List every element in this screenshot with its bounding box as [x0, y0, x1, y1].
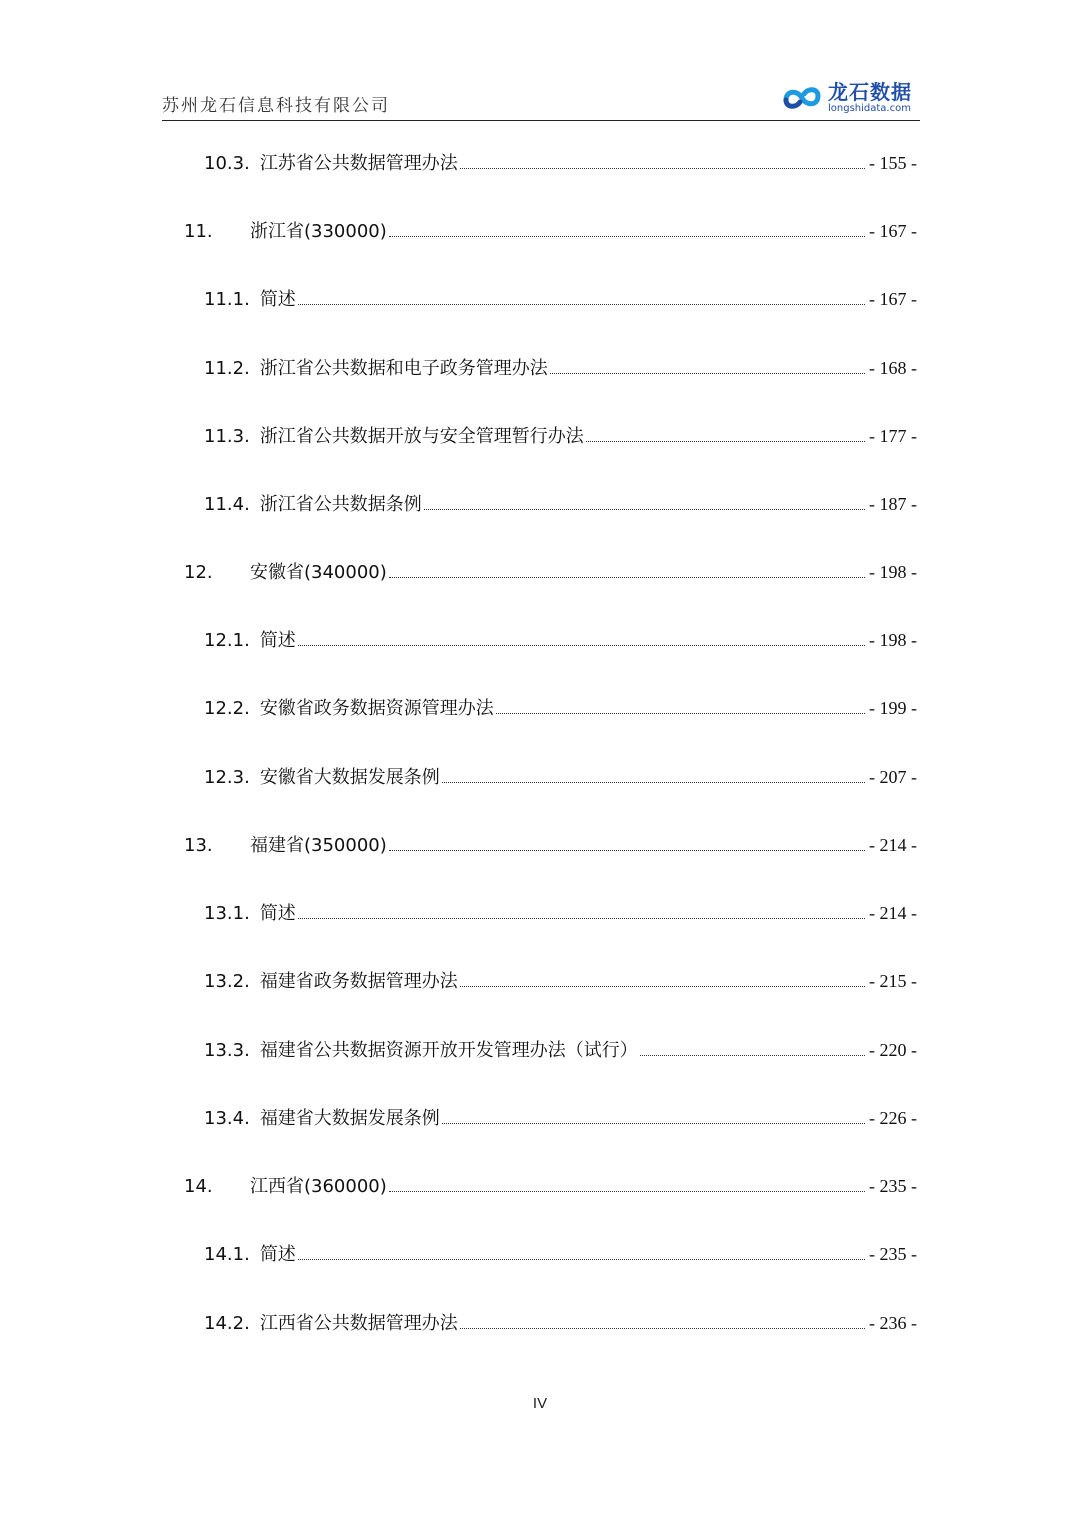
toc-entry-number: 10.3. [204, 153, 250, 174]
toc-entry-title: 简述 [259, 903, 296, 924]
toc-entry[interactable] [204, 1036, 917, 1064]
toc-entry[interactable] [204, 354, 917, 382]
dot-leader [586, 440, 865, 442]
dot-leader [389, 235, 865, 237]
toc-entry-number: 12. [184, 562, 213, 583]
dot-leader [550, 372, 865, 374]
toc-entry-page: - 198 - [869, 630, 917, 650]
toc-entry-page: - 199 - [869, 698, 917, 718]
toc-entry-title: 安徽省大数据发展条例 [259, 767, 440, 788]
toc-entry-title: 简述 [259, 630, 296, 651]
toc-entry-title: 福建省公共数据资源开放开发管理办法（试行） [259, 1040, 638, 1061]
dot-leader [389, 849, 865, 851]
toc-entry-page: - 214 - [869, 835, 917, 855]
toc-entry-page: - 168 - [869, 358, 917, 378]
toc-entry-number: 13.2. [204, 971, 250, 992]
toc-entry-page: - 236 - [869, 1313, 917, 1333]
toc-entry-page: - 187 - [869, 494, 917, 514]
toc-entry-number: 13. [184, 835, 213, 856]
toc-entry-page: - 198 - [869, 562, 917, 582]
dot-leader [496, 712, 865, 714]
dot-leader [298, 644, 865, 646]
dot-leader [442, 1122, 865, 1124]
toc-entry-number: 13.4. [204, 1108, 250, 1129]
toc-entry-page: - 226 - [869, 1108, 917, 1128]
dot-leader [389, 1190, 865, 1192]
toc-entry-number: 14.2. [204, 1313, 250, 1334]
toc-entry[interactable] [184, 217, 917, 245]
dot-leader [424, 508, 865, 510]
toc-entry-title: 简述 [259, 289, 296, 310]
toc-entry-page: - 214 - [869, 903, 917, 923]
toc-entry[interactable] [184, 831, 917, 859]
toc-entry-title: 江苏省公共数据管理办法 [259, 153, 458, 174]
toc-entry-title: 浙江省公共数据开放与安全管理暂行办法 [259, 426, 584, 447]
toc-entry[interactable] [204, 285, 917, 313]
toc-entry-number: 11.1. [204, 289, 250, 310]
toc-entry[interactable] [204, 149, 917, 177]
dot-leader [298, 303, 865, 305]
page-number-footer: IV [532, 1395, 548, 1412]
toc-entry-title: 安徽省(340000) [250, 562, 387, 583]
toc-entry-page: - 155 - [869, 153, 917, 173]
dot-leader [298, 917, 865, 919]
toc-entry-title: 福建省大数据发展条例 [259, 1108, 440, 1129]
toc-entry-page: - 235 - [869, 1244, 917, 1264]
toc-entry[interactable] [204, 763, 917, 791]
toc-entry[interactable] [204, 967, 917, 995]
toc-entry[interactable] [204, 490, 917, 518]
toc-entry-number: 11.2. [204, 358, 250, 379]
company-name: 苏州龙石信息科技有限公司 [162, 96, 390, 116]
toc-entry-page: - 220 - [869, 1040, 917, 1060]
toc-entry-page: - 235 - [869, 1176, 917, 1196]
toc-entry-title: 浙江省公共数据和电子政务管理办法 [259, 358, 548, 379]
toc-entry[interactable] [204, 422, 917, 450]
toc-entry-number: 12.1. [204, 630, 250, 651]
dot-leader [442, 781, 865, 783]
toc-entry-number: 11.3. [204, 426, 250, 447]
toc-entry-number: 13.3. [204, 1040, 250, 1061]
logo-chinese-text: 龙石数据 [828, 80, 912, 104]
toc-entry-number: 14. [184, 1176, 213, 1197]
toc-entry-page: - 167 - [869, 221, 917, 241]
toc-entry-title: 福建省政务数据管理办法 [259, 971, 458, 992]
toc-entry-title: 浙江省公共数据条例 [259, 494, 422, 515]
toc-entry[interactable] [204, 1309, 917, 1337]
toc-entry-number: 13.1. [204, 903, 250, 924]
dot-leader [460, 1327, 865, 1329]
toc-entry[interactable] [184, 1172, 917, 1200]
toc-entry-title: 福建省(350000) [250, 835, 387, 856]
toc-entry[interactable] [204, 1240, 917, 1268]
toc-entry-number: 14.1. [204, 1244, 250, 1265]
dot-leader [460, 167, 865, 169]
toc-entry[interactable] [184, 558, 917, 586]
toc-entry[interactable] [204, 694, 917, 722]
dot-leader [389, 576, 865, 578]
toc-entry-title: 浙江省(330000) [250, 221, 387, 242]
toc-entry-title: 江西省(360000) [250, 1176, 387, 1197]
toc-entry-page: - 177 - [869, 426, 917, 446]
dot-leader [298, 1258, 865, 1260]
toc-entry-number: 11.4. [204, 494, 250, 515]
logo-english-text: longshidata.com [828, 103, 911, 114]
dot-leader [460, 985, 865, 987]
toc-entry-number: 12.3. [204, 767, 250, 788]
dot-leader [640, 1054, 865, 1056]
toc-entry-title: 江西省公共数据管理办法 [259, 1313, 458, 1334]
toc-entry-title: 简述 [259, 1244, 296, 1265]
toc-entry[interactable] [204, 626, 917, 654]
toc-entry-number: 12.2. [204, 698, 250, 719]
toc-entry-number: 11. [184, 221, 213, 242]
toc-entry-page: - 207 - [869, 767, 917, 787]
toc-entry-page: - 215 - [869, 971, 917, 991]
toc-entry[interactable] [204, 1104, 917, 1132]
toc-entry-title: 安徽省政务数据资源管理办法 [259, 698, 494, 719]
toc-entry-page: - 167 - [869, 289, 917, 309]
toc-entry[interactable] [204, 899, 917, 927]
